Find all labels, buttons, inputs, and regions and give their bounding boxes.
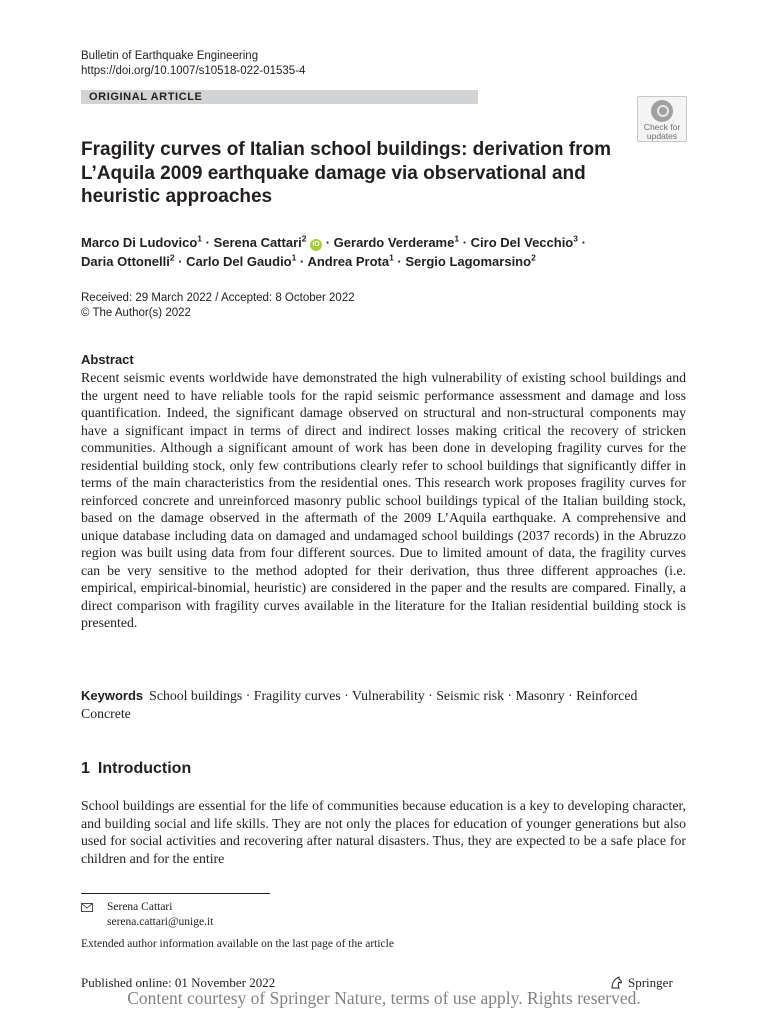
keywords-list: School buildings · Fragility curves · Vulnerability · Seismic risk · Masonry · Reinforced Concrete [81,688,638,721]
author-name[interactable]: Gerardo Verderame [333,235,455,250]
copyright-line: © The Author(s) 2022 [81,307,191,319]
publisher-name: Springer [628,975,673,990]
corresponding-author [107,900,213,930]
received-accepted-date: Received: 29 March 2022 / Accepted: 8 October 2022 [81,292,355,304]
check-updates-line1: Check for [643,122,681,132]
article-type-badge: ORIGINAL ARTICLE [81,90,478,104]
check-updates-icon [651,100,673,122]
keywords-block [81,687,686,723]
affiliation-mark: 1 [389,252,394,263]
keywords-label: Keywords [81,688,144,703]
doi-link[interactable]: https://doi.org/10.1007/s10518-022-01535-4 [81,65,306,77]
author-name[interactable]: Ciro Del Vecchio [470,235,574,250]
author-name[interactable]: Andrea Prota [307,254,390,269]
orcid-icon[interactable]: iD [310,239,322,251]
affiliation-mark: 1 [197,233,203,244]
check-updates-line2: updates [646,131,678,141]
envelope-icon [81,903,93,912]
corresponding-author-name: Serena Cattari [107,901,173,913]
extended-author-info: Extended author information available on the last page of the article [81,938,394,950]
author-name[interactable]: Carlo Del Gaudio [186,254,292,269]
affiliation-mark: 2 [169,252,175,263]
section-heading-introduction [81,760,191,778]
author-name[interactable]: Marco Di Ludovico [81,235,198,250]
section-title: Introduction [97,760,192,777]
affiliation-mark: 3 [573,233,578,244]
introduction-text: School buildings are essential for the life of communities because education is a key to developing character, and building social and life skills. They are not only the places for education of younger generations but also used for social activities and recovering after natural disasters. Thus, they are expected to be a safe place for children and for the entire [81,798,686,866]
author-name[interactable]: Serena Cattari [213,235,302,250]
published-online-date: Published online: 01 November 2022 [81,975,276,990]
affiliation-mark: 1 [291,252,297,263]
abstract-text: Recent seismic events worldwide have demonstrated the high vulnerability of existing school buildings and the urgent need to have reliable tools for the rapid seismic performance assessment and damage and loss quantification. Indeed, the significant damage observed on structural and non-structural components may have a significant impact in terms of direct and indirect losses making critical the recovery of stricken communities. Although a significant amount of work has been done in developing fragility curves for the residential building stock, only few contributions clearly refer to school buildings that significantly differ in terms of the main characteristics from the residential ones. This research work proposes fragility curves for reinforced concrete and unreinforced masonry public school buildings typical of the Italian building stock, based on the damage observed in the aftermath of the 2009 L’Aquila earthquake. A comprehensive and unique database including data on damaged and undamaged school buildings (2037 records) in the Abruzzo region was built using data from four different sources. Due to limited amount of data, the fragility curves can be very sensitive to the method adopted for their derivation, thus three different approaches (i.e. empirical, empirical-binomial, heuristic) are considered in the paper and the results are compared. Finally, a direct comparison with fragility curves available in the literature for the Italian residential building stock is presented. [81,370,686,630]
author-list: Marco Di Ludovico$^1$ · Serena Cattari$^2$ iD · Gerardo Verderame$^1$ · Ciro Del Vecchio$^3$ · Daria Ottonelli$^2$ · Carlo Del Gaudio$^1$ · Andrea Prota$^1$ · Sergio Lagomarsino$^2$ [81,233,586,269]
affiliation-mark: 2 [531,252,536,263]
article-dates [81,291,355,321]
journal-name: Bulletin of Earthquake Engineering [81,50,259,62]
section-number: 1 [81,760,90,777]
article-title: Fragility curves of Italian school buildings: derivation from L’Aquila 2009 earthquake damage via observational and heuristic approaches [81,139,611,207]
courtesy-notice: Content courtesy of Springer Nature, terms of use apply. Rights reserved. [127,988,641,1008]
affiliation-mark: 1 [454,233,460,244]
author-name[interactable]: Sergio Lagomarsino [405,254,532,269]
corresponding-author-email[interactable]: serena.cattari@unige.it [107,916,214,928]
check-for-updates-button[interactable] [637,96,687,142]
footnote-divider [81,893,270,894]
author-name[interactable]: Daria Ottonelli [81,254,170,269]
journal-header [81,49,305,79]
affiliation-mark: 2 [301,233,307,244]
abstract-heading: Abstract [81,352,134,367]
